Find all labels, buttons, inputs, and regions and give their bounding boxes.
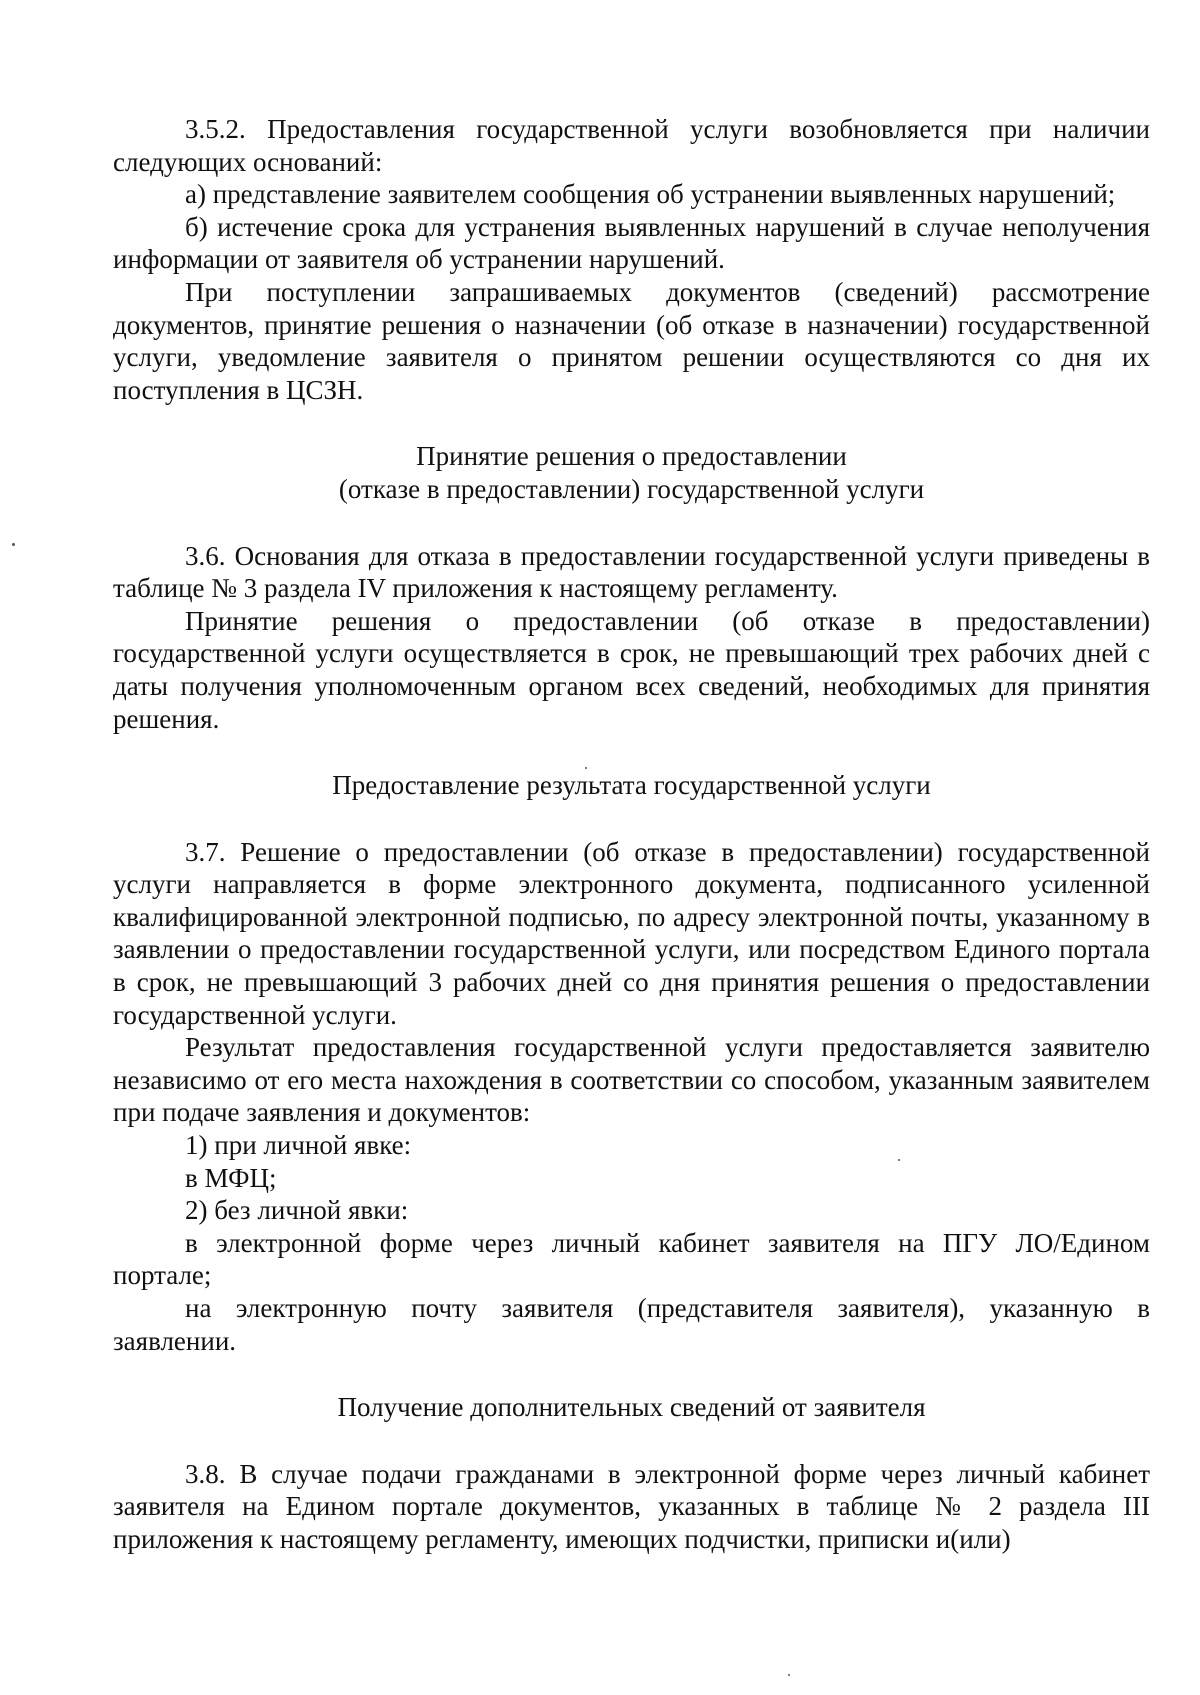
section-heading-decision-line1: Принятие решения о предоставлении — [416, 441, 847, 472]
list-item-b: б) истечение срока для устранения выявленных нарушений в случае неполучения информации от заявителя об устранении нарушений. — [113, 211, 1150, 275]
list-item-a: а) представление заявителем сообщения об устранении выявленных нарушений; — [185, 179, 1116, 210]
document-body — [113, 113, 1150, 1556]
paragraph-receipt: При поступлении запрашиваемых документов (сведений) рассмотрение документов, принятие решения о назначении (об отказе в назначении) государственной услуги, уведомление заявителя о принятом решении осуществляются со дня их поступления в ЦСЗН. — [113, 276, 1150, 405]
list-item-1: 1) при личной явке: — [185, 1130, 412, 1161]
section-heading-decision — [113, 440, 1150, 505]
scan-speck — [898, 1159, 900, 1161]
section-heading-result: Предоставление результата государственной услуги — [332, 770, 931, 801]
paragraph-3-6-decision-term: Принятие решения о предоставлении (об отказе в предоставлении) государственной услуги осуществляется в срок, не превышающий трех рабочих дней с даты получения уполномоченным органом всех сведений, необходимых для принятия решения. — [113, 605, 1150, 734]
paragraph-3-8: 3.8. В случае подачи гражданами в электронной форме через личный кабинет заявителя на Едином портале документов, указанных в таблице № 2 раздела III приложения к настоящему регламенту, имеющих подчистки, приписки и(или) — [113, 1458, 1150, 1554]
scan-speck — [788, 1674, 790, 1676]
list-item-2-email: на электронную почту заявителя (представителя заявителя), указанную в заявлении. — [113, 1293, 1150, 1356]
paragraph-3-7-result-delivery: Результат предоставления государственной услуги предоставляется заявителю независимо от его места нахождения в соответствии со способом, указанным заявителем при подаче заявления и документов: — [113, 1032, 1150, 1128]
scan-speck — [12, 543, 15, 546]
paragraph-3-7: 3.7. Решение о предоставлении (об отказе в предоставлении) государственной услуги направляется в форме электронного документа, подписанного усиленной квалифицированной электронной подписью, по адресу электронной почты, указанному в заявлении о предоставлении государственной услуги, или посредством Единого портала в срок, не превышающий 3 рабочих дней со дня принятия решения о предоставлении государственной услуги. — [113, 836, 1150, 1030]
paragraph-3-5-2: 3.5.2. Предоставления государственной услуги возобновляется при наличии следующих оснований: — [113, 114, 1150, 177]
list-item-2: 2) без личной явки: — [185, 1195, 409, 1226]
section-heading-decision-line2: (отказе в предоставлении) государственной услуги — [338, 473, 925, 504]
list-item-2-electronic-cabinet: в электронной форме через личный кабинет заявителя на ПГУ ЛО/Едином портале; — [113, 1227, 1150, 1291]
list-item-1-mfc: в МФЦ; — [185, 1162, 277, 1193]
section-heading-extra-info: Получение дополнительных сведений от заявителя — [337, 1392, 926, 1423]
scan-speck — [585, 767, 587, 769]
paragraph-3-6: 3.6. Основания для отказа в предоставлении государственной услуги приведены в таблице № 3 раздела IV приложения к настоящему регламенту. — [113, 540, 1150, 604]
